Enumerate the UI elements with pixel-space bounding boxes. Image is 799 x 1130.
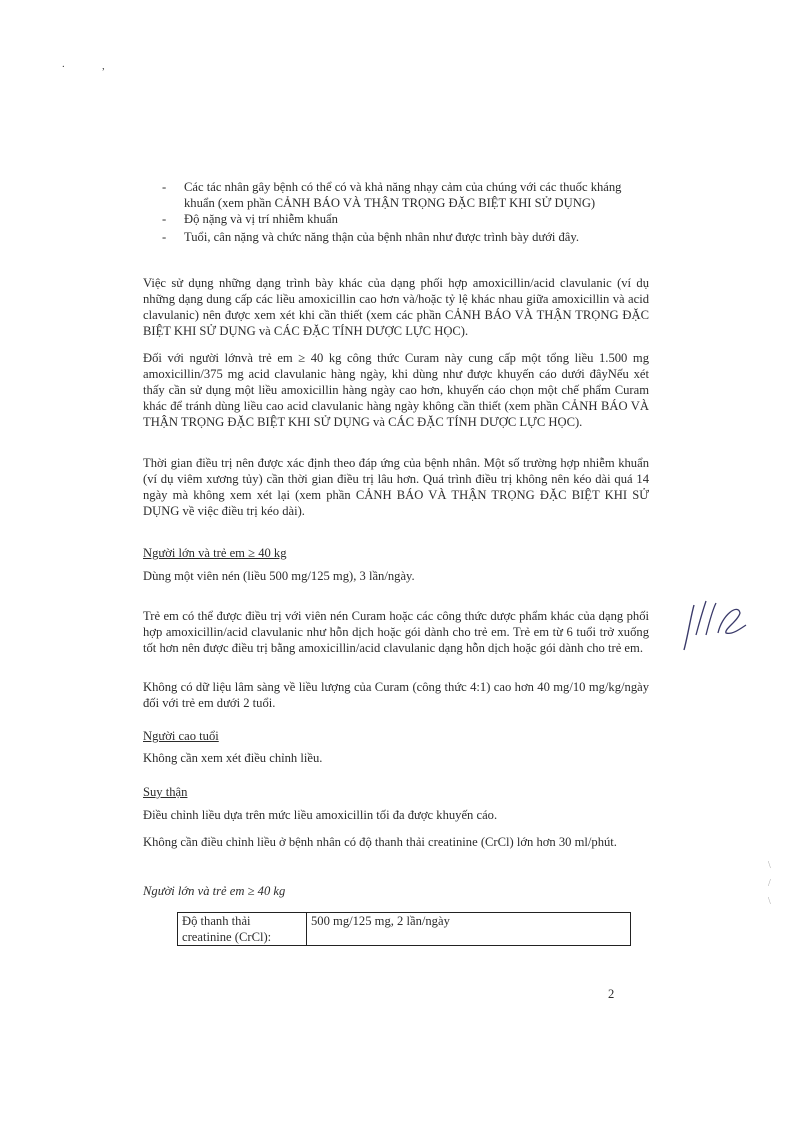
scan-mark: . bbox=[62, 58, 65, 70]
table-cell-value: 500 mg/125 mg, 2 lần/ngày bbox=[307, 913, 631, 946]
table-row bbox=[178, 913, 631, 946]
list-item-text: Các tác nhân gây bệnh có thể có và khả năng nhạy cảm của chúng với các thuốc kháng khuẩn (xem phần CẢNH BÁO VÀ THẬN TRỌNG ĐẶC BIỆT KHI SỬ DỤNG) bbox=[184, 180, 622, 210]
paragraph-renal-no-adjustment: Không cần điều chỉnh liều ở bệnh nhân có độ thanh thải creatinine (CrCl) lớn hơn 30 ml/phút. bbox=[143, 835, 617, 849]
paragraph-renal-max-dose: Điều chỉnh liều dựa trên mức liều amoxicillin tối đa được khuyến cáo. bbox=[143, 808, 498, 822]
paragraph-adult-dosage-summary: Đối với người lớnvà trẻ em ≥ 40 kg công thức Curam này cung cấp một tổng liều 1.500 mg amoxicillin/375 mg acid clavulanic hàng ngày, khi dùng như được khuyến cáo dưới đâyNếu xét thấy cần sử dụng một liều amoxicillin hàng ngày cao hơn, khuyến cáo chọn một chế phẩm Curam khác để tránh dùng liều cao acid clavulanic hàng ngày không cần thiết (xem phần CẢNH BÁO VÀ THẬN TRỌNG ĐẶC BIỆT KHI SỬ DỤNG và CÁC ĐẶC TÍNH DƯỢC LỰC HỌC). bbox=[143, 351, 649, 429]
paragraph-no-clinical-data: Không có dữ liệu lâm sàng về liều lượng của Curam (công thức 4:1) cao hơn 40 mg/10 mg/kg/ngày đối với trẻ em dưới 2 tuổi. bbox=[143, 680, 649, 710]
bullet-marker: - bbox=[162, 230, 167, 244]
list-item-text: Độ nặng và vị trí nhiễm khuẩn bbox=[184, 212, 338, 226]
list-item bbox=[162, 229, 650, 245]
section-heading-renal: Suy thận bbox=[143, 785, 188, 799]
section-heading-adults-italic: Người lớn và trẻ em ≥ 40 kg bbox=[143, 884, 286, 898]
paragraph-presentation-forms: Việc sử dụng những dạng trình bày khác của dạng phối hợp amoxicillin/acid clavulanic (ví dụ những dạng dung cấp các liều amoxicillin cao hơn và/hoặc tỷ lệ khác nhau giữa amoxicillin và acid clavulanic) nên được xem xét khi cần thiết (xem các phần CẢNH BÁO VÀ THẬN TRỌNG ĐẶC BIỆT KHI SỬ DỤNG và CÁC ĐẶC TÍNH DƯỢC LỰC HỌC). bbox=[143, 276, 649, 338]
bullet-marker: - bbox=[162, 212, 167, 226]
edge-mark: / bbox=[768, 878, 771, 889]
paragraph-children: Trẻ em có thể được điều trị với viên nén Curam hoặc các công thức dược phẩm khác của dạng phối hợp amoxicillin/acid clavulanic như hỗn dịch hoặc gói dành cho trẻ em. Trẻ em từ 6 tuổi trở xuống tốt hơn nên được điều trị bằng amoxicillin/acid clavulanic dạng hỗn dịch hoặc gói dành cho trẻ em. bbox=[143, 609, 649, 655]
paragraph-elderly: Không cần xem xét điều chỉnh liều. bbox=[143, 751, 323, 765]
edge-mark: \ bbox=[768, 860, 771, 871]
bullet-list bbox=[162, 179, 650, 245]
paragraph-adult-dose: Dùng một viên nén (liều 500 mg/125 mg), 3 lần/ngày. bbox=[143, 569, 415, 583]
page-number: 2 bbox=[608, 987, 615, 1001]
section-heading-elderly: Người cao tuổi bbox=[143, 729, 219, 743]
bullet-marker: - bbox=[162, 180, 167, 194]
handwritten-signature bbox=[678, 595, 748, 655]
edge-mark: \ bbox=[768, 896, 771, 907]
table-cell-label: Độ thanh thải creatinine (CrCl): bbox=[178, 913, 307, 946]
list-item bbox=[162, 211, 650, 227]
dose-table bbox=[177, 912, 631, 946]
paragraph-treatment-duration: Thời gian điều trị nên được xác định theo đáp ứng của bệnh nhân. Một số trường hợp nhiễm khuẩn (ví dụ viêm xương tủy) cần thời gian điều trị lâu hơn. Quá trình điều trị không nên kéo dài quá 14 ngày mà không xem xét lại (xem phần CẢNH BÁO VÀ THẬN TRỌNG ĐẶC BIỆT KHI SỬ DỤNG về việc điều trị kéo dài). bbox=[143, 456, 649, 518]
scan-mark: , bbox=[102, 60, 105, 72]
list-item bbox=[162, 179, 650, 211]
list-item-text: Tuổi, cân nặng và chức năng thận của bệnh nhân như được trình bày dưới đây. bbox=[184, 230, 580, 244]
section-heading-adults: Người lớn và trẻ em ≥ 40 kg bbox=[143, 546, 287, 560]
